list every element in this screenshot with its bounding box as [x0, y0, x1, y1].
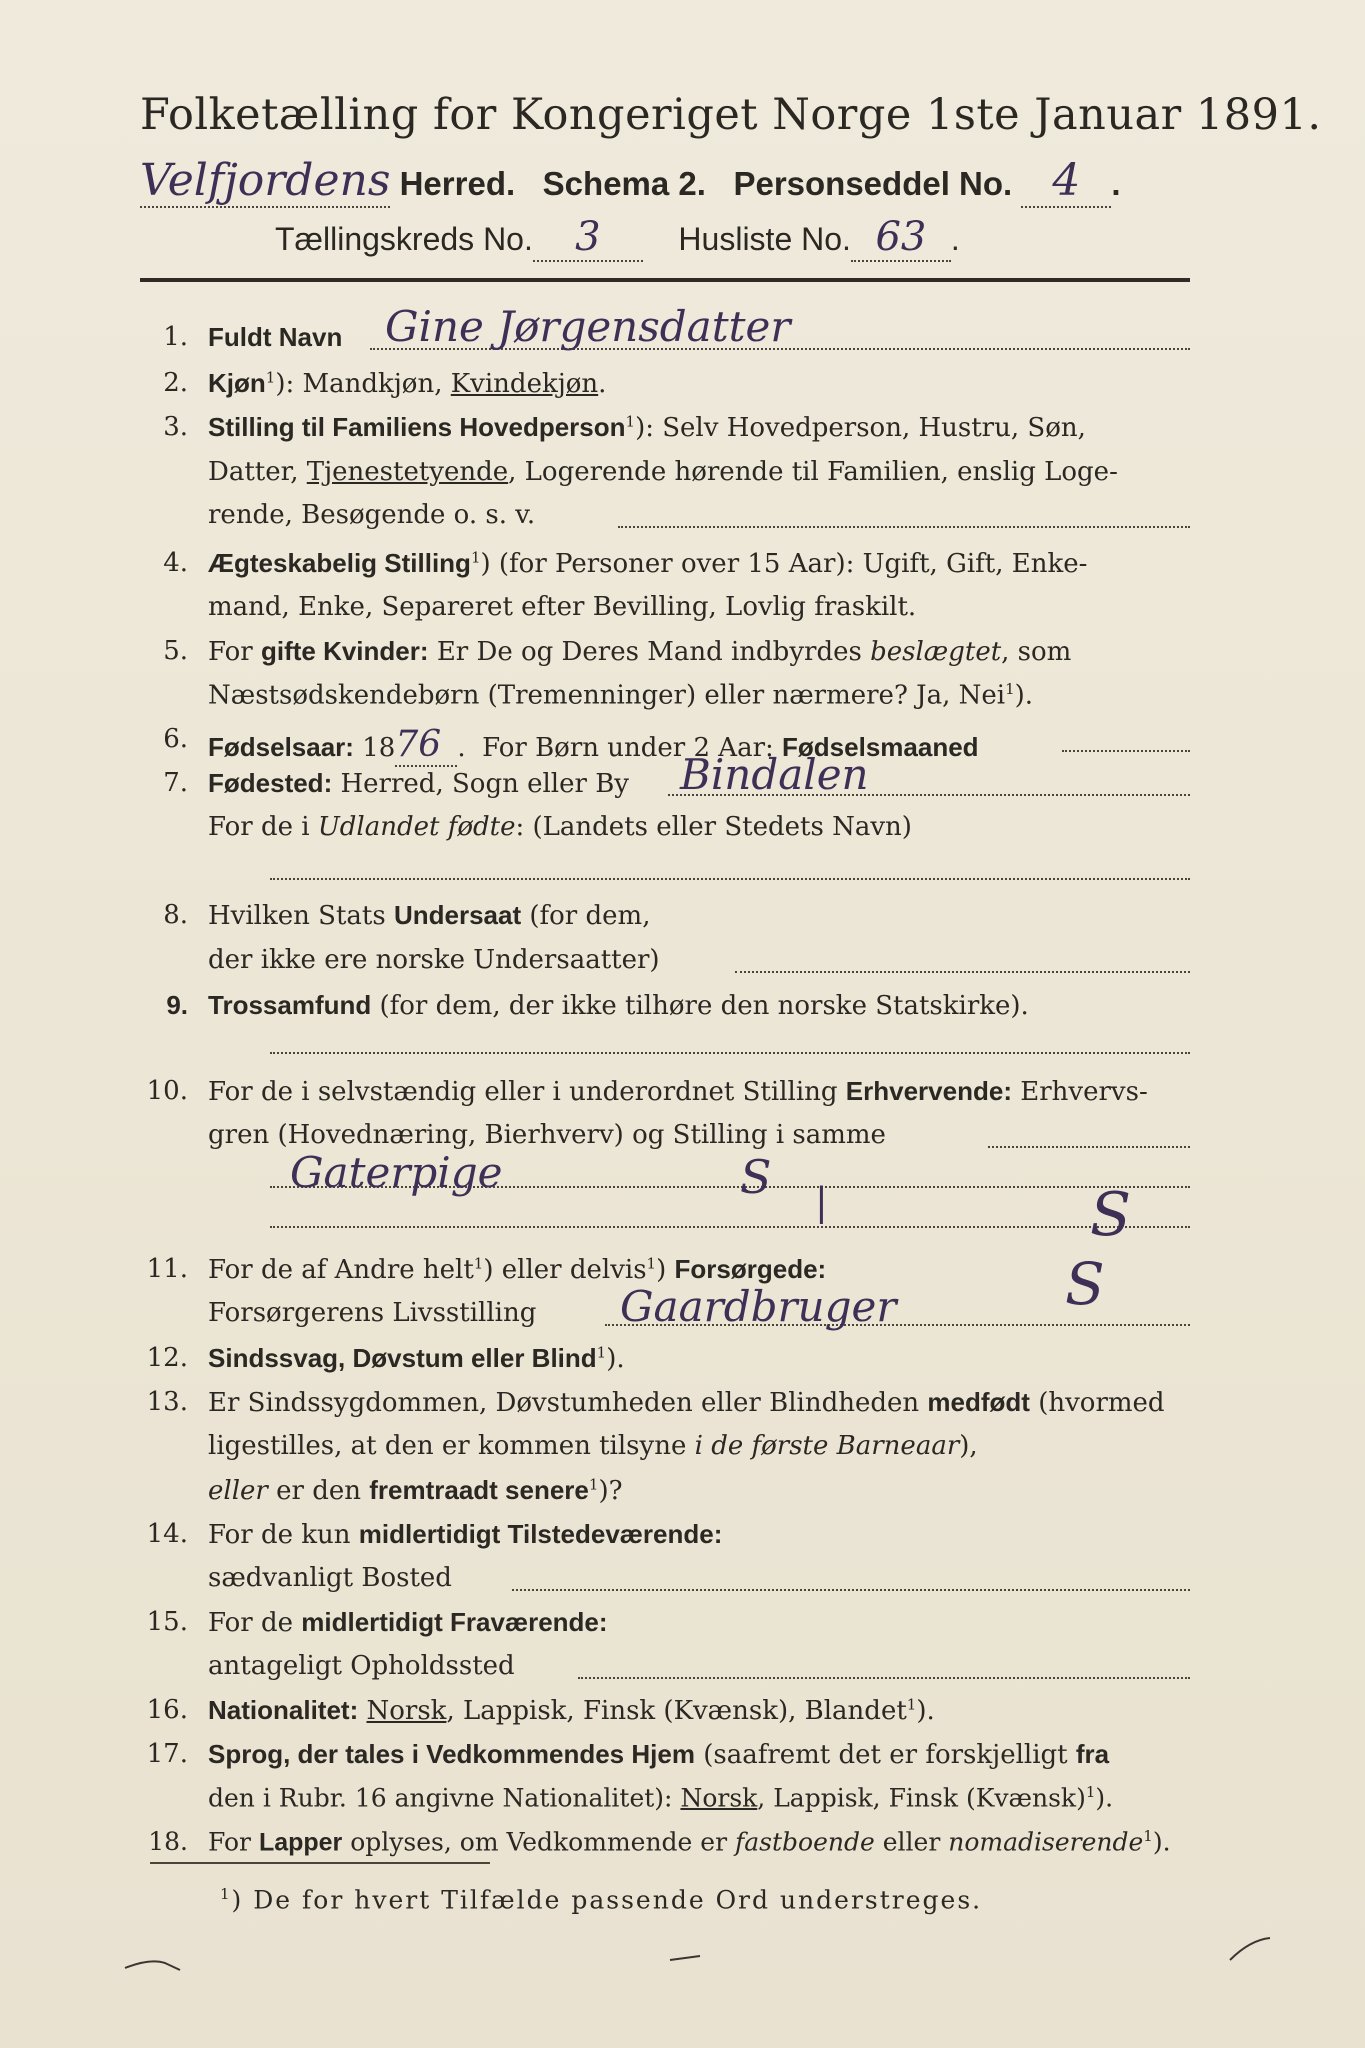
selected-option: Kvindekjøn: [450, 369, 599, 399]
answer-birth-year: 76: [395, 724, 457, 767]
item-text: ligestilles, at den er kommen tilsyne: [208, 1431, 687, 1461]
item-number: 4.: [163, 548, 188, 578]
census-form-page: Folketælling for Kongeriget Norge 1ste Januar 1891. Velfjordens Herred. Schema 2. Personseddel No. 4 . Tællingskreds No. 3 Husliste No. 63 . 1. Fuldt Navn Gine Jørgensdatter 2. Kjøn$^1$): Mandkjøn, Kvindekjøn. 3. Stilling til Familiens Hovedperson$^1$): Selv Hovedperson, Hustru, Søn, Datter, Tjenestetyende, Logerende hørende til Familien, enslig Loge- rende, Besøgende o. s. v. 4. Ægteskabelig Stilling$^1$) (for Personer over 15 Aar): Ugift, Gift, Enke- mand, Enke, Separeret efter Bevilling, Lovlig fraskilt. 5. For gifte Kvinder: Er De og Deres Mand indbyrdes beslægtet, som Næstsødskendebørn (Tremenninger) eller nærmere? Ja, Nei$^1$). 6. Fødselsaar: 1876 . For Børn under 2 Aar: Fødselsmaaned 7. Fødested: Herred, Sogn eller By Bindalen For de i Udlandet fødte: (Landets eller Stedets Navn) 8. Hvilken Stats Undersaat (for dem, der ikke ere norske Undersaatter) 9. Trossamfund (for dem, der ikke tilhøre den norske Statskirke). 10. For de i selvstændig eller i underordnet Stilling Erhvervende: Erhvervs- gren (Hovednæring, Bierhverv) og Stilling i samme Gaterpige S | S 11. For de af Andre helt$^1$) eller delvis$^1$) Forsørgede: Forsørgerens Livsstilling Gaardbruger S 12. Sindssvag, Døvstum eller Blind$^1$). 13. Er Sindssygdommen, Døvstumheden eller Blindheden medfødt (hvormed ligestilles, at den er kommen tilsyne i de første Barneaar), eller er den fremtraadt senere$^1$)? 14. For de kun midlertidigt Tilstedeværende: sædvanligt Bosted 15. For de midlertidigt Fraværende: antageligt Opholdssted 16. Nationalitet: Norsk, Lappisk, Finsk (Kvænsk), Blandet$^1$). 17. Sprog, der tales i Vedkommendes Hjem (saafremt det er forskjelligt fra den i Rubr. 16 angivne Nationalitet): Norsk, Lappisk, Finsk (Kvænsk)$^1$). 18. For Lapper oplyses, om Vedkommende er fastboende eller nomadiserende$^1$). $^1$) De for hvert Tilfælde passende Ord understreges.: [0, 0, 1365, 2048]
item-number: 11.: [146, 1254, 188, 1284]
item-text: (hvormed: [1038, 1388, 1165, 1418]
item-label: Sprog, der tales i Vedkommendes Hjem: [208, 1739, 695, 1769]
item-text: Næstsødskendebørn (Tremenninger) eller nærmere? Ja, Nei: [208, 680, 1006, 711]
item-text: : (Landets eller Stedets Navn): [515, 812, 912, 842]
item-text: , Lappisk, Finsk (Kvænsk): [757, 1783, 1086, 1813]
item-label: fra: [1075, 1739, 1110, 1769]
item-text: For: [208, 1827, 251, 1857]
item-number: 12.: [146, 1343, 188, 1373]
item-text: Er Sindssygdommen, Døvstumheden eller Blindheden: [208, 1388, 920, 1418]
item-number: 8.: [163, 900, 188, 930]
schema-label: Schema 2.: [542, 165, 706, 202]
item-text-end: ).: [916, 1696, 935, 1726]
footnote-ref: 1: [906, 1695, 917, 1714]
item-text: rende, Besøgende o. s. v.: [208, 500, 536, 530]
selected-option: Tjenestetyende: [306, 457, 509, 487]
answer-name: Gine Jørgensdatter: [385, 302, 791, 351]
header-line-herred: Velfjordens Herred. Schema 2. Personseddel No. 4 .: [140, 155, 1121, 206]
footnote-ref: 1: [265, 368, 276, 387]
item-label: Fuldt Navn: [208, 322, 343, 352]
answer-occupation: Gaterpige: [290, 1148, 503, 1197]
item-label: Kjøn: [208, 368, 266, 398]
answer-birthplace: Bindalen: [680, 750, 869, 799]
item-text-italic: i de første Barneaar: [694, 1431, 960, 1461]
item-text: gren (Hovednæring, Bierhverv) og Stilling i samme: [208, 1120, 886, 1150]
item-text: For de i: [208, 812, 310, 842]
footnote-ref: 1: [1005, 680, 1015, 698]
item-number: 10.: [146, 1076, 188, 1106]
item-text: Datter,: [208, 457, 299, 487]
footnote-ref: 1: [1085, 1783, 1096, 1801]
item-text-end: ).: [1152, 1827, 1171, 1857]
item-text: (for dem,: [529, 901, 651, 931]
item-label: Sindssvag, Døvstum eller Blind: [208, 1343, 597, 1373]
kreds-label: Tællingskreds No.: [275, 221, 533, 257]
item-number: 14.: [146, 1519, 188, 1549]
footnote-ref: 1: [625, 412, 636, 431]
item-text-italic: fødte: [447, 812, 516, 842]
item-label: Fødested:: [208, 768, 333, 798]
item-label: Lapper: [258, 1828, 343, 1857]
item-text-end: ),: [959, 1431, 978, 1461]
item-number: 2.: [163, 368, 188, 398]
item-text: For: [208, 637, 253, 667]
item-number: 9.: [166, 990, 188, 1020]
item-label: midlertidigt Tilstedeværende:: [358, 1519, 723, 1549]
item-text-end: ).: [1095, 1783, 1114, 1813]
item-label: midlertidigt Fraværende:: [301, 1607, 608, 1637]
item-number: 15.: [146, 1607, 188, 1637]
answer-mark-3: S: [1090, 1180, 1132, 1250]
item-label: Ægteskabelig Stilling: [208, 548, 471, 578]
footnote-ref: 1: [646, 1254, 657, 1273]
item-text: antageligt Opholdssted: [208, 1651, 515, 1681]
answer-mark-1: S: [740, 1150, 772, 1204]
husliste-value: 63: [851, 214, 951, 262]
footnote-ref: 1: [1143, 1827, 1153, 1845]
footnote-ref: 1: [470, 548, 481, 567]
answer-mark-2: |: [815, 1180, 828, 1224]
answer-provider-occupation: Gaardbruger: [620, 1282, 897, 1331]
form-title: Folketælling for Kongeriget Norge 1ste Januar 1891.: [140, 90, 1322, 140]
item-text: ) (for Personer over 15 Aar): Ugift, Gift, Enke-: [480, 549, 1088, 579]
item-text-end: ).: [606, 1344, 625, 1374]
item-number: 5.: [163, 636, 188, 666]
item-text-italic: nomadiserende: [948, 1827, 1144, 1857]
item-text: For de kun: [208, 1520, 351, 1550]
item-text-end: )?: [598, 1476, 623, 1506]
item-text: oplyses, om Vedkommende er: [350, 1827, 728, 1857]
item-text: , Logerende hørende til Familien, enslig Loge-: [508, 457, 1118, 487]
item-number: 17.: [146, 1739, 188, 1769]
selected-option: Norsk: [366, 1696, 447, 1726]
item-text: mand, Enke, Separeret efter Bevilling, Lovlig fraskilt.: [208, 592, 917, 622]
item-text-italic: eller: [208, 1476, 268, 1506]
item-label: gifte Kvinder:: [260, 636, 429, 666]
year-prefix: 18: [362, 733, 396, 763]
item-label: Nationalitet:: [208, 1695, 359, 1725]
item-label: medfødt: [927, 1387, 1030, 1417]
item-text: For de: [208, 1608, 293, 1638]
item-label: Erhvervende:: [845, 1076, 1012, 1106]
item-label: Stilling til Familiens Hovedperson: [208, 412, 626, 442]
item-number: 7.: [163, 768, 188, 798]
item-text-italic: Udlandet: [317, 812, 440, 842]
item-text-end: , som: [1001, 637, 1072, 667]
item-label: Forsørgede:: [674, 1254, 827, 1284]
herred-label: Herred.: [399, 165, 516, 202]
item-text: eller: [882, 1827, 941, 1857]
footnote-ref: 1: [220, 1885, 232, 1903]
item-number: 1.: [163, 322, 188, 352]
item-text-end: .: [598, 369, 607, 399]
footnote-text: ) De for hvert Tilfælde passende Ord understreges.: [231, 1885, 983, 1915]
item-text-italic: fastboende: [735, 1827, 875, 1857]
item-label: Fødselsmaaned: [782, 732, 979, 762]
item-label: fremtraadt senere: [369, 1475, 589, 1505]
item-text-italic: beslægtet: [870, 637, 1002, 667]
item-number: 18.: [148, 1827, 188, 1856]
selected-option: Norsk: [680, 1783, 758, 1813]
item-label: Trossamfund: [208, 990, 372, 1020]
item-text: Hvilken Stats: [208, 901, 386, 931]
footnote-ref: 1: [473, 1254, 484, 1273]
item-text: Herred, Sogn eller By: [340, 769, 629, 799]
personseddel-label: Personseddel No.: [733, 165, 1013, 202]
item-number: 3.: [163, 412, 188, 442]
item-number: 6.: [163, 724, 188, 754]
answer-mark-11: S: [1065, 1250, 1105, 1318]
item-text: den i Rubr. 16 angivne Nationalitet):: [208, 1783, 673, 1813]
item-label: Undersaat: [393, 900, 522, 930]
item-text: For de af Andre helt: [208, 1255, 474, 1285]
item-text: Forsørgerens Livsstilling: [208, 1298, 537, 1328]
footnote-ref: 1: [588, 1475, 599, 1494]
footnote-ref: 1: [596, 1343, 607, 1362]
item-text: (for dem, der ikke tilhøre den norske Statskirke).: [379, 991, 1029, 1021]
item-label: Fødselsaar:: [208, 732, 354, 762]
item-text: ): Mandkjøn,: [275, 369, 443, 399]
item-text: er den: [276, 1476, 361, 1506]
item-text: ) eller delvis: [483, 1255, 647, 1285]
item-text: Erhvervs-: [1020, 1077, 1148, 1107]
kreds-value: 3: [533, 214, 643, 262]
husliste-label: Husliste No.: [678, 221, 851, 257]
item-text: For de i selvstændig eller i underordnet Stilling: [208, 1077, 838, 1107]
herred-value: Velfjordens: [140, 155, 391, 206]
item-text: Er De og Deres Mand indbyrdes: [436, 637, 862, 667]
item-text: der ikke ere norske Undersaatter): [208, 945, 660, 975]
item-text: For Børn under 2 Aar:: [482, 733, 774, 763]
item-text: , Lappisk, Finsk (Kvænsk), Blandet: [446, 1696, 907, 1726]
item-number: 13.: [146, 1387, 188, 1417]
item-number: 16.: [146, 1695, 188, 1725]
item-text: (saafremt det er forskjelligt: [703, 1740, 1068, 1770]
item-text: ): Selv Hovedperson, Hustru, Søn,: [635, 413, 1086, 443]
item-text-end: ).: [1014, 680, 1034, 711]
header-line-kreds: Tællingskreds No. 3 Husliste No. 63 .: [275, 214, 960, 260]
item-text: sædvanligt Bosted: [208, 1563, 452, 1593]
personseddel-value: 4: [1021, 155, 1111, 208]
